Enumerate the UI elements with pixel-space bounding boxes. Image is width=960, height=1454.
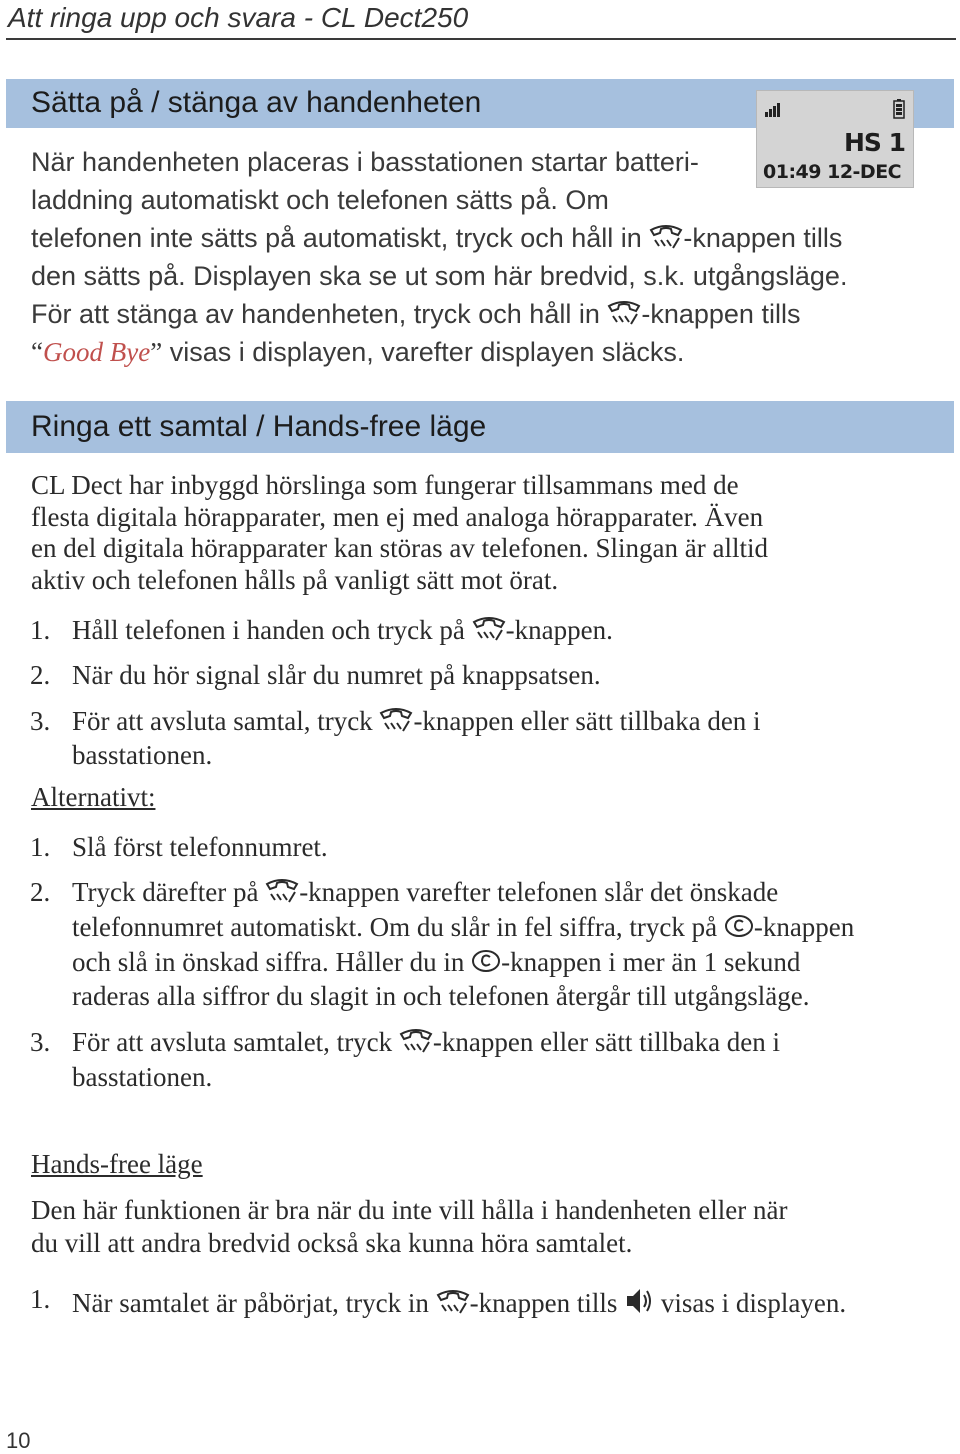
c-key-icon xyxy=(471,948,501,974)
text-span: -knappen eller sätt tillbaka den i xyxy=(432,1027,781,1057)
text-span: Håll telefonen i handen och tryck på xyxy=(72,615,472,645)
list-text xyxy=(72,912,854,943)
page-number: 10 xyxy=(6,1428,31,1453)
text-span: telefonnumret automatiskt. Om du slår in fel siffra, tryck på xyxy=(72,912,724,942)
header-rule xyxy=(6,38,956,40)
text-span: -knappen tills xyxy=(683,223,843,253)
hands-free-heading: Hands-free läge xyxy=(31,1149,203,1179)
text-span: -knappen tills xyxy=(469,1288,625,1318)
text-span: För att stänga av handenheten, tryck och håll in xyxy=(31,299,608,329)
list-text xyxy=(72,877,778,908)
text-line: flesta digitala hörapparater, men ej med analoga hörapparater. Även xyxy=(31,502,764,532)
handset-display-image xyxy=(756,90,914,188)
list-text xyxy=(72,706,761,737)
text-span: Tryck därefter på xyxy=(72,877,266,907)
list-text: basstationen. xyxy=(72,1062,213,1092)
phone-key-icon xyxy=(379,707,413,733)
section-heading-power: Sätta på / stänga av handenheten xyxy=(6,79,954,128)
text-span: För att avsluta samtal, tryck xyxy=(72,706,380,736)
list-item xyxy=(0,877,960,1017)
text-span: -knappen. xyxy=(505,615,613,645)
display-time-date: 01:49 12-DEC xyxy=(763,161,902,183)
section-heading-call: Ringa ett samtal / Hands-free läge xyxy=(6,401,954,453)
list-text: När du hör signal slår du numret på knappsatsen. xyxy=(72,660,601,690)
text-line: Den här funktionen är bra när du inte vill hålla i handenheten eller när xyxy=(31,1195,788,1225)
text-span: -knappen varefter telefonen slår det önskade xyxy=(299,877,779,907)
text-line xyxy=(31,299,800,330)
text-span: För att avsluta samtalet, tryck xyxy=(72,1027,399,1057)
list-number: 1. xyxy=(30,1284,51,1314)
text-line: en del digitala hörapparater kan störas av telefonen. Slingan är alltid xyxy=(31,533,768,563)
list-number: 1. xyxy=(30,615,51,645)
list-item xyxy=(0,1027,960,1097)
text-line: laddning automatiskt och telefonen sätts på. Om xyxy=(31,185,609,215)
open-quote: “ xyxy=(31,337,43,367)
text-line: aktiv och telefonen hålls på vanligt sätt mot örat. xyxy=(31,565,559,595)
phone-key-icon xyxy=(399,1028,433,1054)
text-line: När handenheten placeras i basstationen startar batteri- xyxy=(31,147,699,177)
list-number: 1. xyxy=(30,832,51,862)
list-number: 3. xyxy=(30,706,51,736)
close-quote: ” xyxy=(150,337,163,367)
alternative-heading: Alternativt: xyxy=(31,782,156,812)
text-span: och slå in önskad siffra. Håller du in xyxy=(72,947,472,977)
text-line xyxy=(31,337,684,368)
phone-key-icon xyxy=(265,878,299,904)
list-text xyxy=(72,615,613,646)
list-text xyxy=(72,1027,780,1058)
good-bye-text: Good Bye xyxy=(42,337,151,367)
list-number: 2. xyxy=(30,877,51,907)
phone-key-icon xyxy=(472,616,506,642)
list-text xyxy=(72,947,800,978)
list-number: 2. xyxy=(30,660,51,690)
text-span: -knappen eller sätt tillbaka den i xyxy=(413,706,761,736)
c-key-icon xyxy=(724,913,754,939)
list-text xyxy=(72,1284,846,1319)
text-span: -knappen xyxy=(753,912,855,942)
text-span: När samtalet är påbörjat, tryck in xyxy=(72,1288,436,1318)
text-span: visas i displayen. xyxy=(654,1288,847,1318)
battery-icon xyxy=(893,99,905,119)
list-item xyxy=(0,706,960,776)
text-span: telefonen inte sätts på automatiskt, tryck och håll in xyxy=(31,223,650,253)
text-line xyxy=(31,223,842,254)
list-text: basstationen. xyxy=(72,740,213,770)
text-line: den sätts på. Displayen ska se ut som här bredvid, s.k. utgångsläge. xyxy=(31,261,848,291)
phone-key-icon xyxy=(649,224,683,250)
list-text: Slå först telefonnumret. xyxy=(72,832,328,862)
signal-bars-icon xyxy=(765,101,783,117)
text-line: du vill att andra bredvid också ska kunna höra samtalet. xyxy=(31,1228,633,1258)
list-number: 3. xyxy=(30,1027,51,1057)
speaker-icon xyxy=(624,1284,654,1318)
text-line: CL Dect har inbyggd hörslinga som fungerar tillsammans med de xyxy=(31,470,739,500)
text-span: -knappen i mer än 1 sekund xyxy=(501,947,801,977)
list-text: raderas alla siffror du slagit in och telefonen återgår till utgångsläge. xyxy=(72,981,810,1011)
phone-key-icon xyxy=(607,300,641,326)
text-span: -knappen tills xyxy=(641,299,801,329)
page-header-title: Att ringa upp och svara - CL Dect250 xyxy=(8,2,469,33)
phone-key-icon xyxy=(436,1289,470,1315)
display-handset-label: HS 1 xyxy=(843,128,905,157)
text-span: visas i displayen, varefter displayen släcks. xyxy=(162,337,685,367)
